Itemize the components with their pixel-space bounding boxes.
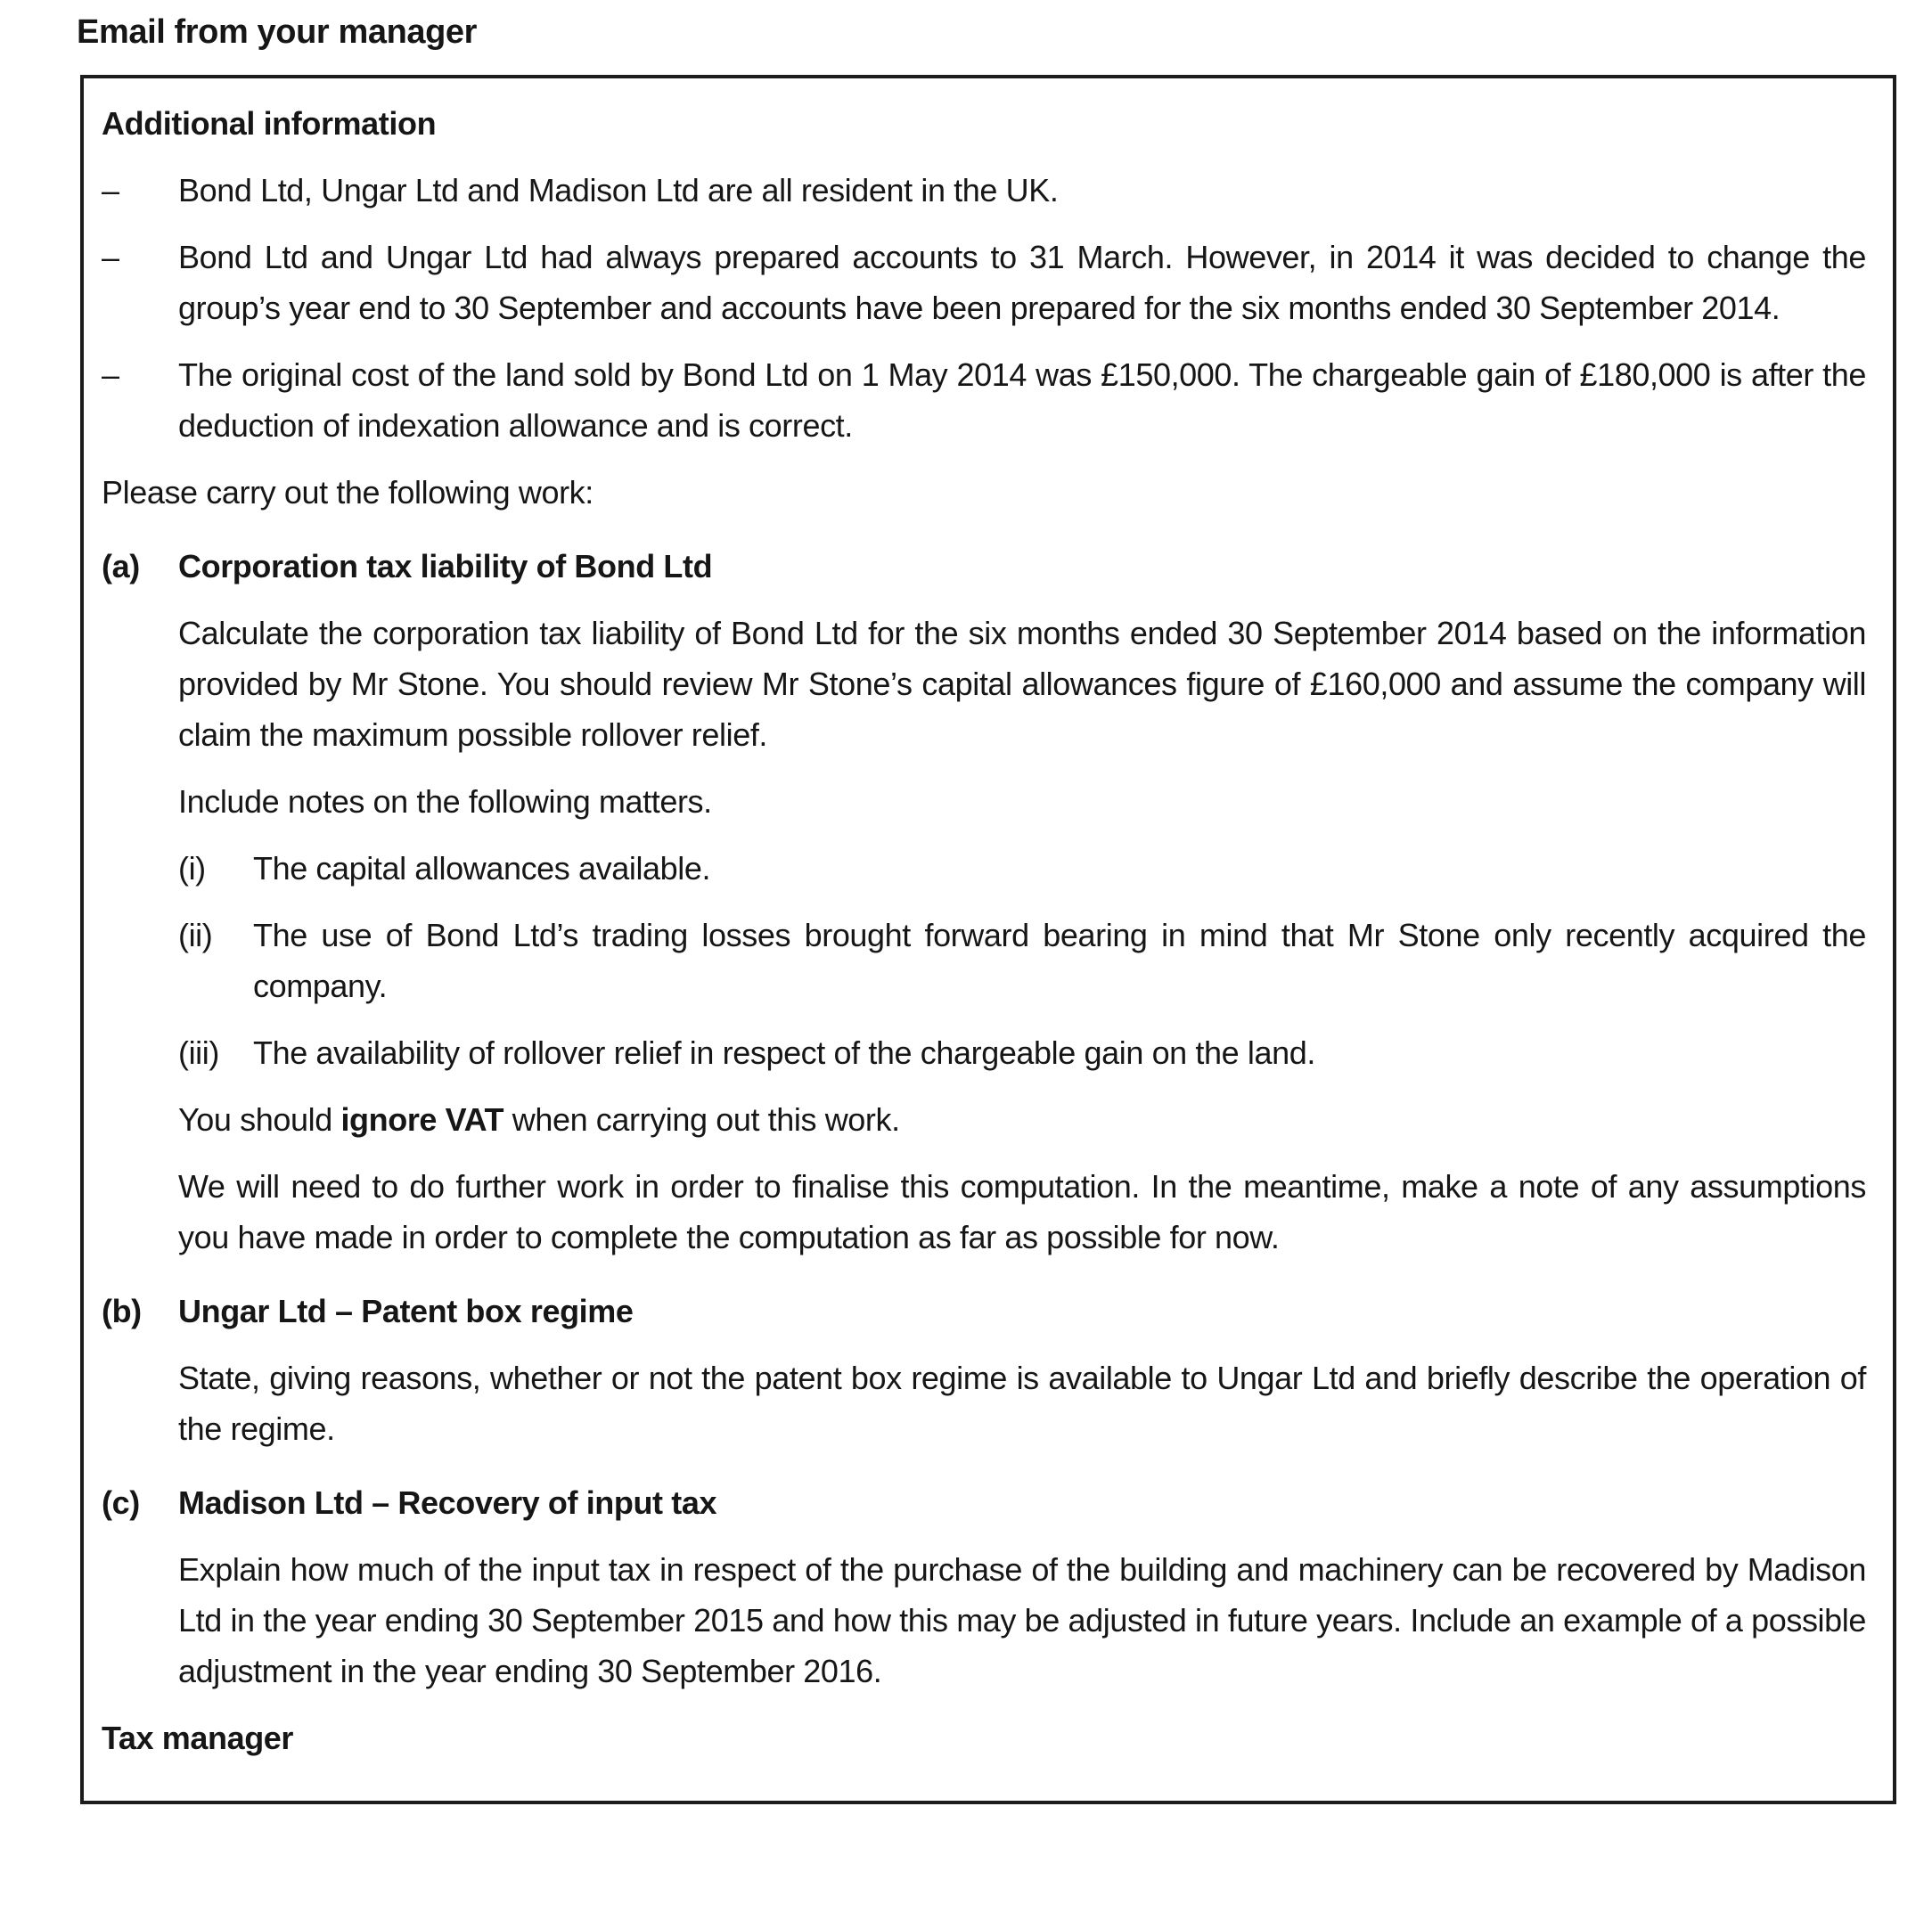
section-a-closing: We will need to do further work in order to finalise this computation. In the meantime, make a note of any assumptions you have made in order to complete the computation as far as possible for now. bbox=[178, 1168, 1866, 1255]
signature: Tax manager bbox=[102, 1720, 294, 1756]
bullet-text: The original cost of the land sold by Bond Ltd on 1 May 2014 was £150,000. The chargeable gain of £180,000 is after the deduction of indexation allowance and is correct. bbox=[178, 356, 1866, 444]
section-a bbox=[102, 541, 1866, 1263]
numbered-item-ii-text: The use of Bond Ltd’s trading losses brought forward bearing in mind that Mr Stone only recently acquired the company. bbox=[253, 917, 1866, 1004]
bullet-item-residency bbox=[102, 165, 1866, 216]
bullet-item-land-cost bbox=[102, 349, 1866, 451]
vat-note-suffix: when carrying out this work. bbox=[503, 1101, 900, 1138]
section-c-heading bbox=[102, 1477, 1866, 1528]
bullet-text: Bond Ltd, Ungar Ltd and Madison Ltd are all resident in the UK. bbox=[178, 172, 1059, 208]
numbered-item-iii-label: (iii) bbox=[178, 1034, 219, 1071]
bullet-dash: – bbox=[102, 172, 119, 208]
section-b-label: (b) bbox=[102, 1293, 142, 1329]
section-c-title: Madison Ltd – Recovery of input tax bbox=[178, 1484, 717, 1521]
section-b-heading bbox=[102, 1286, 1866, 1336]
section-a-paragraph-1: Calculate the corporation tax liability of Bond Ltd for the six months ended 30 September 2014 based on the information provided by Mr Stone. You should review Mr Stone’s capital allowances figure of £160,000 and assume the company will claim the maximum possible rollover relief. bbox=[178, 615, 1866, 753]
section-c-paragraph-1: Explain how much of the input tax in respect of the purchase of the building and machinery can be recovered by Madison Ltd in the year ending 30 September 2015 and how this may be adjusted in future years. Include an example of a possible adjustment in the year ending 30 September 2016. bbox=[178, 1551, 1866, 1689]
bullet-dash: – bbox=[102, 356, 119, 393]
additional-information-box bbox=[80, 75, 1896, 1804]
section-a-body bbox=[178, 608, 1866, 1263]
section-c-body bbox=[178, 1544, 1866, 1696]
bullet-dash: – bbox=[102, 239, 119, 275]
numbered-item-i-label: (i) bbox=[178, 850, 206, 887]
numbered-item-iii-text: The availability of rollover relief in respect of the chargeable gain on the land. bbox=[253, 1034, 1315, 1071]
section-b-title: Ungar Ltd – Patent box regime bbox=[178, 1293, 634, 1329]
section-b-paragraph-1: State, giving reasons, whether or not the patent box regime is available to Ungar Ltd and briefly describe the operation of the regime. bbox=[178, 1360, 1866, 1447]
vat-note bbox=[178, 1094, 1866, 1145]
vat-note-bold: ignore VAT bbox=[340, 1101, 504, 1138]
work-intro: Please carry out the following work: bbox=[102, 474, 594, 511]
section-b bbox=[102, 1286, 1866, 1454]
section-a-heading bbox=[102, 541, 1866, 592]
numbered-item-i-text: The capital allowances available. bbox=[253, 850, 711, 887]
bullet-item-year-end bbox=[102, 232, 1866, 333]
section-c bbox=[102, 1477, 1866, 1696]
box-title: Additional information bbox=[102, 105, 437, 142]
numbered-item-ii bbox=[178, 910, 1866, 1011]
vat-note-prefix: You should bbox=[178, 1101, 341, 1138]
section-a-label: (a) bbox=[102, 548, 140, 584]
numbered-item-ii-label: (ii) bbox=[178, 917, 213, 953]
section-c-label: (c) bbox=[102, 1484, 140, 1521]
numbered-item-iii bbox=[178, 1027, 1866, 1078]
section-b-body bbox=[178, 1353, 1866, 1454]
section-a-paragraph-2: Include notes on the following matters. bbox=[178, 783, 712, 820]
section-a-title: Corporation tax liability of Bond Ltd bbox=[178, 548, 713, 584]
numbered-item-i bbox=[178, 843, 1866, 894]
page-title: Email from your manager bbox=[77, 13, 478, 51]
bullet-text: Bond Ltd and Ungar Ltd had always prepared accounts to 31 March. However, in 2014 it was decided to change the group’s year end to 30 September and accounts have been prepared for the six months ended 30 September 2014. bbox=[178, 239, 1866, 326]
